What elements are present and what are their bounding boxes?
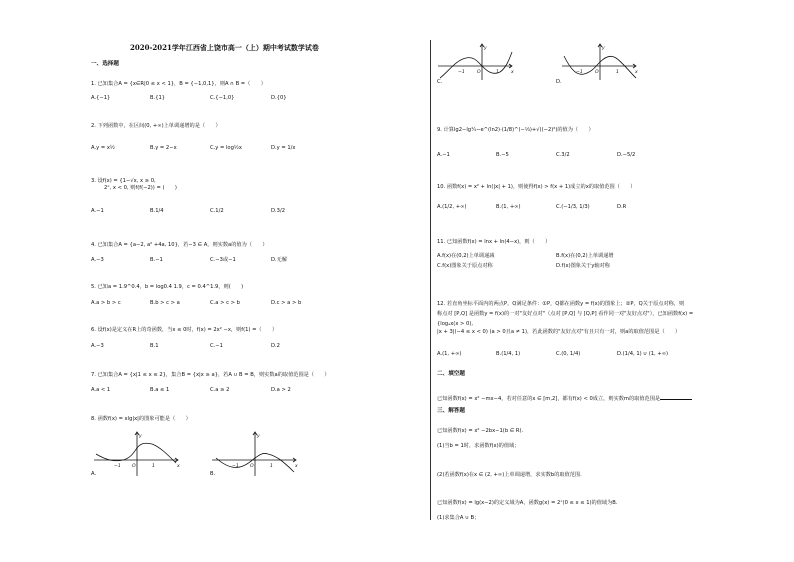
q11-option-a: A.f(x)在(0,2)上单调递减 [437, 253, 495, 259]
q9-option-c: C.3/2 [556, 152, 570, 158]
q9-stem: 9. 计算lg2−lg¼−e^(ln2)·(1/8)^(−⅓)+√((−2)²)的值为（ ） [437, 127, 594, 133]
q7-option-c: C.a ≥ 2 [210, 387, 230, 393]
q5-option-d: D.c > a > b [271, 300, 302, 306]
section-choice: 一、选择题 [91, 61, 119, 67]
origin-label: O [250, 464, 254, 469]
q6-option-a: A.−3 [91, 343, 104, 349]
q4-option-b: B.−1 [150, 257, 163, 263]
q8-graph-c [436, 42, 516, 82]
q9-option-d: D.−5/2 [617, 152, 636, 158]
tick-1: 1 [616, 70, 619, 75]
tick-1: 1 [152, 464, 155, 469]
q1-option-a: A.{−1} [91, 95, 111, 101]
q12-line4: |x + 3|(−4 ≤ x < 0) (a > 0且a ≠ 1)，若此函数的"友好点对"有且只有一对，则a的取值范围是（ ） [437, 329, 681, 335]
q1-option-c: C.{−1,0} [210, 95, 235, 101]
q7-option-a: A.a < 1 [91, 387, 111, 393]
fill1-text: 已知函数f(x) = x² −mx−4，若对任意的x ∈ [m,2]，都有f(x) < 0成立，则实数m的取值范围是 [437, 396, 661, 402]
origin-label: O [477, 70, 481, 75]
section-fill: 二、填空题 [437, 371, 465, 377]
axis-y-label: y [484, 46, 487, 51]
ans1-part1: (1)当b = 1时，求函数f(x)的值域； [437, 443, 520, 449]
q11-option-d: D.f(x)图象关于y轴对称 [556, 263, 610, 269]
column-divider [430, 40, 431, 520]
q8-graph-a [92, 430, 182, 478]
q12-option-d: D.(1/4, 1) ∪ (1, +∞) [617, 351, 669, 357]
q7-option-b: B.a ≤ 1 [150, 387, 170, 393]
q10-option-b: B.(1, +∞) [496, 204, 521, 210]
q2-option-d: D.y = 1/x [271, 145, 296, 151]
ans2-stem: 已知函数f(x) = lg(x−2)的定义域为A，函数g(x) = 2ˣ(0 ≤ x ≤ 1)的值域为B. [437, 500, 618, 506]
q10-option-a: A.(1/2, +∞) [437, 204, 467, 210]
q8-option-b: B. [210, 471, 216, 477]
q1-option-b: B.{1} [150, 95, 166, 101]
q1-option-d: D.{0} [271, 95, 287, 101]
axis-x-label: x [511, 70, 514, 75]
q12-option-c: C.(0, 1/4) [556, 351, 581, 357]
q6-option-d: D.2 [271, 343, 280, 349]
q6-option-b: B.1 [150, 343, 159, 349]
fill1-stem [437, 395, 692, 402]
q9-option-b: B.−5 [496, 152, 509, 158]
q10-option-d: D.R [617, 204, 627, 210]
axis-x-label: x [177, 464, 180, 469]
q8-option-d: D. [556, 79, 562, 85]
q12-line2: 称点对 [P,Q] 是函数y = f(x)的一对"友好点对"（点对 [P,Q] 与 [Q,P] 看作同一对"友好点对"），已知函数f(x) = [437, 311, 694, 317]
q12-option-b: B.(1/4, 1) [496, 351, 521, 357]
axis-y-label: y [602, 46, 605, 51]
q5-option-a: A.a > b > c [91, 300, 121, 306]
q2-option-c: C.y = log½x [210, 145, 242, 151]
q3-line1: 3. 设f(x) = {1−√x, x ≥ 0, [91, 178, 156, 184]
axis-x-label: x [635, 70, 638, 75]
q12-option-a: A.(1, +∞) [437, 351, 462, 357]
q4-option-c: C.−3或−1 [210, 257, 236, 263]
q4-option-a: A.−3 [91, 257, 104, 263]
q7-option-d: D.a > 2 [271, 387, 291, 393]
q10-option-c: C.(−1/3, 1/3) [556, 204, 590, 210]
q5-option-c: C.a > c > b [210, 300, 240, 306]
origin-label: O [132, 464, 136, 469]
tick-neg1: −1 [458, 70, 465, 75]
ans2-part1: (1)求集合A ∪ B； [437, 515, 480, 521]
q8-option-a: A. [91, 471, 97, 477]
q2-option-b: B.y = 2−x [150, 145, 177, 151]
q4-stem: 4. 已知集合A = {a−2, a² +4a, 10}，若−3 ∈ A，则实数a的值为（ ） [91, 242, 268, 248]
tick-1: 1 [270, 464, 273, 469]
q9-option-a: A.−1 [437, 152, 450, 158]
axis-x-label: x [295, 464, 298, 469]
q3-option-c: C.1/2 [210, 208, 224, 214]
q8-graph-b [210, 430, 300, 478]
section-answer: 三、解答题 [437, 408, 465, 414]
q6-stem: 6. 设f(x)是定义在R上的奇函数，当x ≤ 0时，f(x) = 2x² −x，则f(1) =（ ） [91, 327, 278, 333]
tick-neg1: −1 [576, 70, 583, 75]
q8-option-c: C. [437, 79, 443, 85]
q1-stem: 1. 已知集合A = {x∈R|0 ≤ x < 1}，B = {−1,0,1}，则A ∩ B =（ ） [91, 81, 266, 87]
q3-option-b: B.1/4 [150, 208, 164, 214]
origin-label: O [595, 70, 599, 75]
q5-option-b: B.b > c > a [150, 300, 180, 306]
axis-y-label: y [257, 434, 260, 439]
ans1-stem: 已知函数f(x) = x² −2bx−1(b ∈ R). [437, 428, 524, 434]
axis-y-label: y [139, 434, 142, 439]
q10-stem: 10. 函数f(x) = x² + ln(|x| + 1)，则使得f(x) > f(x + 1)成立的x的取值范围（ ） [437, 184, 636, 190]
q8-stem: 8. 函数f(x) = xlg|x|的图象可能是（ ） [91, 416, 191, 422]
q12-line3: {logₐx(x > 0), [437, 321, 474, 327]
q3-option-d: D.3/2 [271, 208, 285, 214]
ans1-part2: (2)若函数f(x)在x ∈ (2, +∞)上单调递增，求实数b的取值范围. [437, 472, 582, 478]
tick-neg1: −1 [114, 464, 121, 469]
exam-title: 2020-2021学年江西省上饶市高一（上）期中考试数学试卷 [130, 43, 319, 52]
tick-neg1: −1 [232, 464, 239, 469]
q3-line2: 2ˣ, x < 0, 则f(f(−2)) = ( ) [104, 185, 177, 191]
q8-graph-d [560, 42, 640, 82]
tick-1: 1 [496, 70, 499, 75]
q2-option-a: A.y = x½ [91, 145, 115, 151]
q4-option-d: D.无解 [271, 257, 288, 263]
q11-option-c: C.f(x)图象关于原点对称 [437, 263, 493, 269]
fill1-answer-blank [660, 395, 692, 400]
q3-option-a: A.−1 [91, 208, 104, 214]
q12-line1: 12. 若直角坐标平面内的两点P，Q满足条件：①P，Q都在函数y = f(x)的图象上；②P，Q关于原点对称，则 [437, 301, 685, 307]
q5-stem: 5. 已知a = 1.9^0.4，b = log0.4 1.9，c = 0.4^1.9，则( ) [91, 284, 244, 290]
q6-option-c: C.−1 [210, 343, 223, 349]
q7-stem: 7. 已知集合A = {x|1 ≤ x ≤ 2}，集合B = {x|x ≥ a}，若A ∪ B = B，则实数a的取值范围是（ ） [91, 372, 330, 378]
q11-stem: 11. 已知函数f(x) = lnx + ln(4−x)，则（ ） [437, 239, 551, 245]
q2-stem: 2. 下列函数中，在区间(0, +∞)上单调递增的是（ ） [91, 123, 221, 129]
q11-option-b: B.f(x)在(0,2)上单调递增 [556, 253, 614, 259]
